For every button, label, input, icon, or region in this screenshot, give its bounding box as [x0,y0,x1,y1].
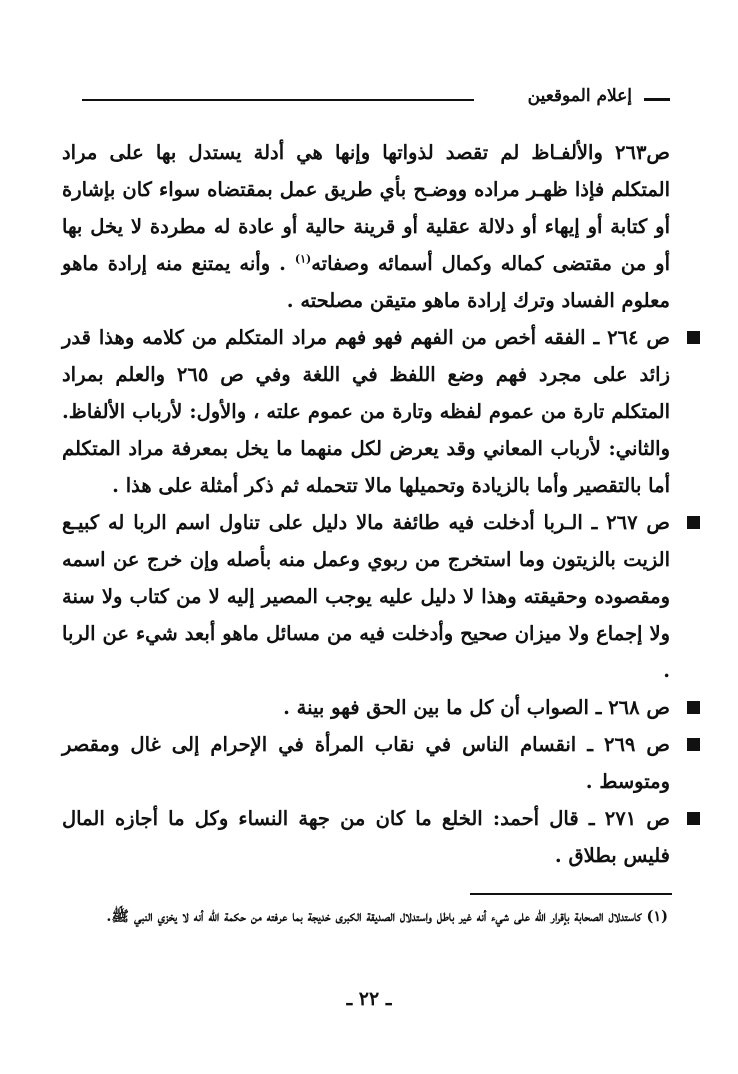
running-header [82,84,670,114]
footnote-separator [470,893,672,895]
entry-text: ص ٢٦٨ ـ الصواب أن كل ما بين الحق فهو بينة . [283,696,670,719]
footnote-reference: (١) [294,252,312,266]
footnote-marker: (١) [646,908,668,925]
entry-271 [62,800,670,874]
square-bullet-icon [687,516,700,529]
header-title: إعلام الموقعين [527,86,632,106]
paragraph-text-continued: . وأنه يمتنع منه إرادة ماهو معلوم الفساد وترك إرادة ماهو متيقن مصلحته . [62,252,670,312]
square-bullet-icon [687,812,700,825]
footnote [78,904,668,930]
entry-269 [62,726,670,800]
footnote-text: كاستدلال الصحابة بإقرار الله على شيء أنه غير باطل واستدلال الصديقة الكبرى خديجة بما عرفته من حكمة الله أنه لا يخزي النبي ﷺ. [106,908,642,925]
header-dash [644,98,670,101]
entry-text: ص ٢٧١ ـ قال أحمد: الخلع ما كان من جهة النساء وكل ما أجازه المال فليس بطلاق . [62,807,670,867]
square-bullet-icon [687,738,700,751]
square-bullet-icon [687,331,700,344]
entry-264 [62,319,670,504]
entry-text: ص ٢٦٩ ـ انقسام الناس في نقاب المرأة في الإحرام إلى غال ومقصر ومتوسط . [62,733,671,793]
header-rule [82,99,474,101]
square-bullet-icon [687,701,700,714]
paragraph-intro [62,134,670,319]
entry-text: ص ٢٦٤ ـ الفقه أخص من الفهم فهو فهم مراد المتكلم من كلامه وهذا قدر زائد على مجرد فهم وضع اللفظ في اللغة وفي ص ٢٦٥ والعلم بمراد المتكلم تارة من عموم لفظه وتارة من عموم علته ، والأول: لأرباب الألفاظ. والثاني: لأرباب المعاني وقد يعرض لكل منهما ما يخل بمعرفة مراد المتكلم أما بالتقصير وأما بالزيادة وتحميلها مالا تتحمله ثم ذكر أمثلة على هذا . [62,326,670,497]
entry-text: ص ٢٦٧ ـ الـربا أدخلت فيه طائفة مالا دليل على تناول اسم الربا له كبيـع الزيت بالزيتون وما استخرج من ربوي وعمل منه بأصله وإن خرج عن اسمه ومقصوده وحقيقته وهذا لا دليل عليه يوجب المصير إليه لا من كتاب ولا سنة ولا إجماع ولا ميزان صحيح وأدخلت فيه من مسائل ماهو أبعد شيء عن الربا . [62,511,670,682]
page-number: ـ ٢٢ ـ [346,988,392,1010]
entry-268 [62,689,670,726]
paragraph-text: ص٢٦٣ والألفـاظ لم تقصد لذواتها وإنها هي أدلة يستدل بها على مراد المتكلم فإذا ظهـر مراده ووضـح بأي طريق عمل بمقتضاه سواء كان بإشارة أو كتابة أو إيهاء أو دلالة عقلية أو قرينة حالية أو عادة له مطردة لا يخل بها أو من مقتضى كماله وكمال أسمائه وصفاته [62,141,670,275]
entry-267 [62,504,670,689]
body-text [62,134,670,874]
